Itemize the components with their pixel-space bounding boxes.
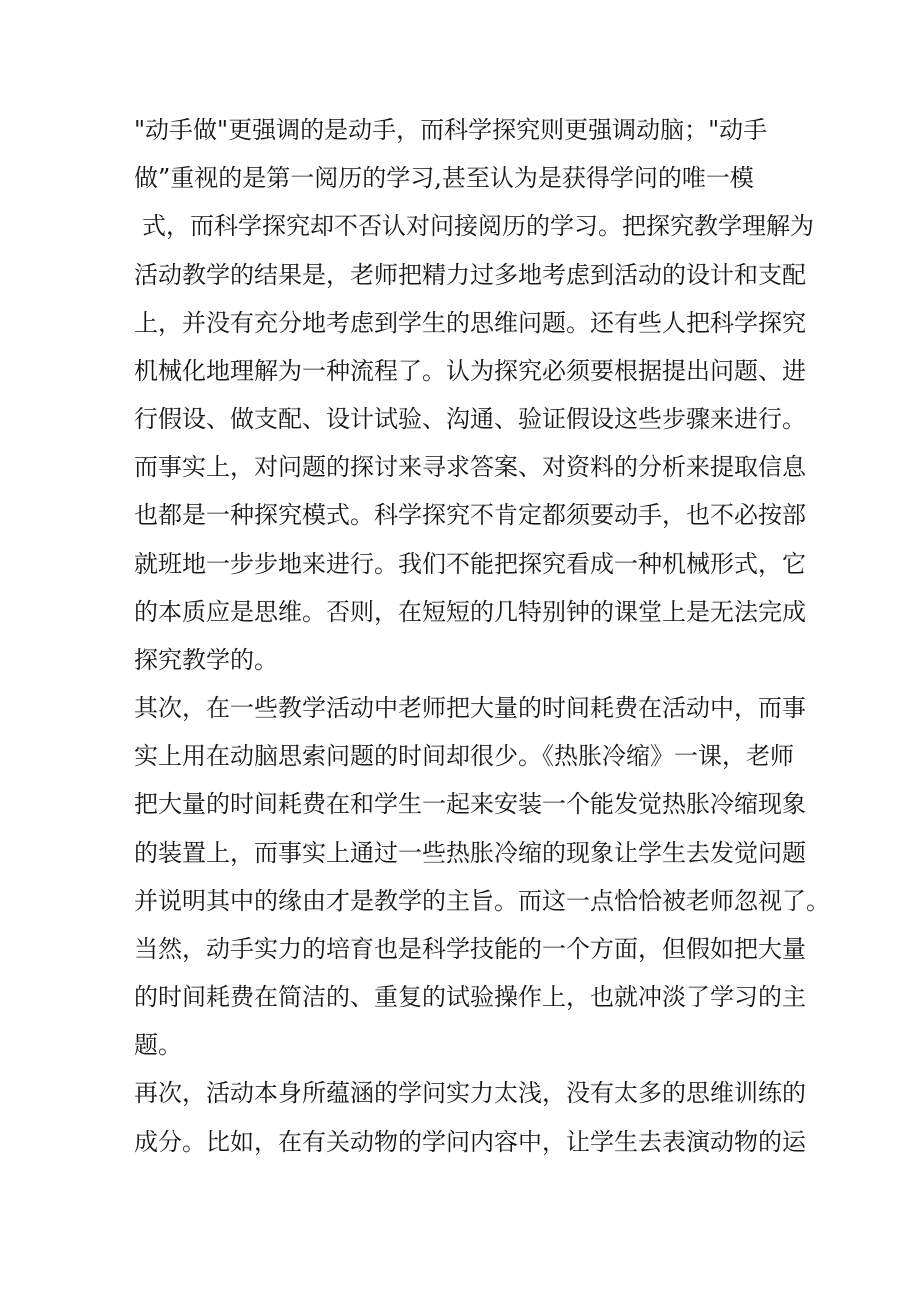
paragraph-line: "动手做"更强调的是动手，而科学探究则更强调动脑；"动手 (134, 116, 768, 144)
paragraph-line: 题。 (134, 1031, 182, 1059)
paragraph-line: 行假设、做支配、设计试验、沟通、验证假设这些步骤来进行。 (134, 405, 806, 433)
paragraph-line: 成分。比如，在有关动物的学问内容中，让学生去表演动物的运 (134, 1128, 806, 1156)
paragraph-line: 就班地一步步地来进行。我们不能把探究看成一种机械形式，它 (134, 550, 806, 578)
paragraph-line: 当然，动手实力的培育也是科学技能的一个方面，但假如把大量 (134, 935, 806, 963)
paragraph-line: 的时间耗费在简洁的、重复的试验操作上，也就冲淡了学习的主 (134, 983, 806, 1011)
paragraph-line: 的本质应是思维。否则，在短短的几特别钟的课堂上是无法完成 (134, 598, 806, 626)
paragraph-line: 机械化地理解为一种流程了。认为探究必须要根据提出问题、进 (134, 357, 806, 385)
paragraph-line: 并说明其中的缘由才是教学的主旨。而这一点恰恰被老师忽视了。 (134, 887, 830, 915)
paragraph-line: 上，并没有充分地考虑到学生的思维问题。还有些人把科学探究 (134, 309, 806, 337)
paragraph-line: 活动教学的结果是，老师把精力过多地考虑到活动的设计和支配 (134, 261, 806, 289)
paragraph-line: 做”重视的是第一阅历的学习,甚至认为是获得学问的唯一模 (134, 164, 754, 192)
paragraph-line: 实上用在动脑思索问题的时间却很少。《热胀冷缩》一课，老师 (134, 742, 794, 770)
paragraph-line: 把大量的时间耗费在和学生一起来安装一个能发觉热胀冷缩现象 (134, 790, 806, 818)
paragraph-line: 也都是一种探究模式。科学探究不肯定都须要动手，也不必按部 (134, 501, 806, 529)
paragraph-line: 探究教学的。 (134, 646, 278, 674)
paragraph-line: 其次，在一些教学活动中老师把大量的时间耗费在活动中，而事 (134, 694, 806, 722)
paragraph-line: 而事实上，对问题的探讨来寻求答案、对资料的分析来提取信息 (134, 453, 806, 481)
paragraph-line: 再次，活动本身所蕴涵的学问实力太浅，没有太多的思维训练的 (134, 1079, 806, 1107)
paragraph-line: 的装置上，而事实上通过一些热胀冷缩的现象让学生去发觉问题 (134, 839, 806, 867)
paragraph-line: 式，而科学探究却不否认对问接阅历的学习。把探究教学理解为 (142, 212, 814, 240)
